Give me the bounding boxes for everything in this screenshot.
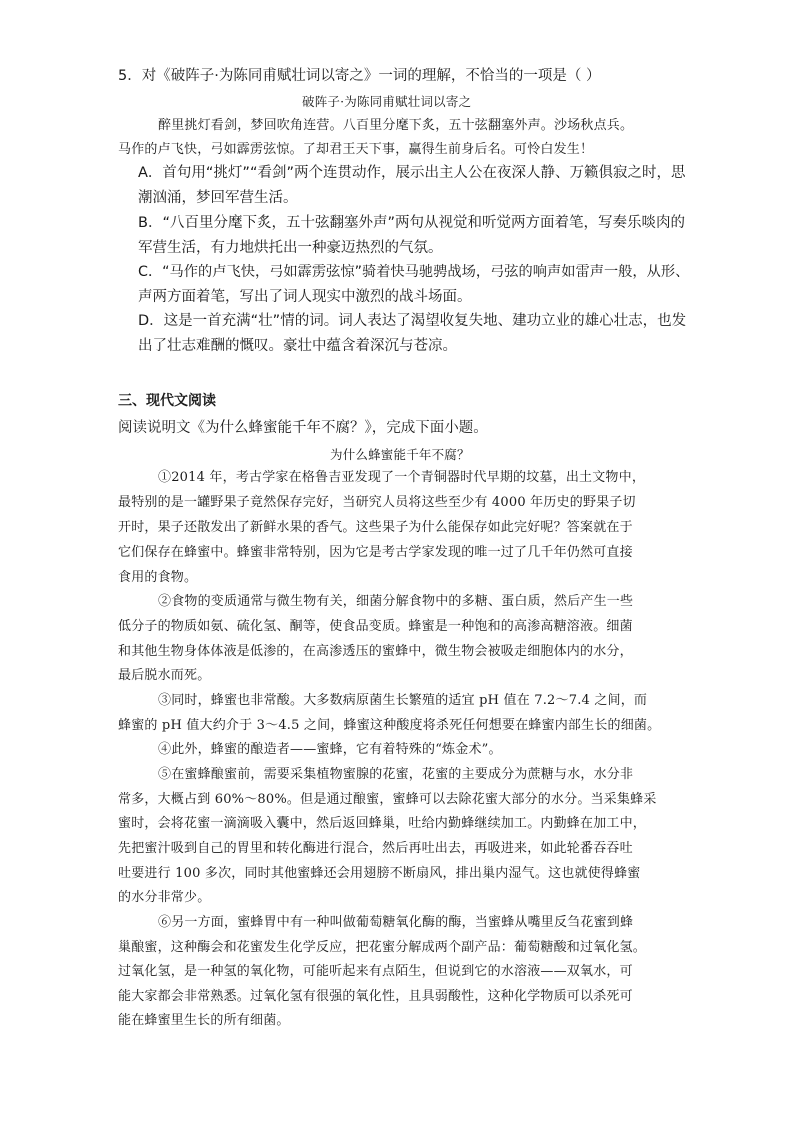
article-line: 最特别的是一罐野果子竟然保存完好，当研究人员将这些至少有 4000 年历史的野果子切 xyxy=(118,495,636,510)
option-b-line-1: B．“八百里分麾下炙，五十弦翻塞外声”两句从视觉和听觉两方面着笔，写奏乐啖肉的 xyxy=(138,215,685,231)
article-line: 它们保存在蜂蜜中。蜂蜜非常特别，因为它是考古学家发现的唯一过了几千年仍然可直接 xyxy=(118,545,633,560)
article-line: 巢酿蜜，这种酶会和花蜜发生化学反应，把花蜜分解成两个副产品：葡萄糖酸和过氧化氢。 xyxy=(118,940,647,955)
article-line: 食用的食物。 xyxy=(118,570,198,585)
article-line: 能大家都会非常熟悉。过氧化氢有很强的氧化性，且具弱酸性，这种化学物质可以杀死可 xyxy=(118,989,633,1004)
article-line: ⑥另一方面，蜜蜂胃中有一种叫做葡萄糖氧化酶的酶，当蜜蜂从嘴里反刍花蜜到蜂 xyxy=(158,915,634,930)
option-d-line-1: D．这是一首充满“壮”情的词。词人表达了渴望收复失地、建功立业的雄心壮志，也发 xyxy=(138,313,687,329)
article-line: 吐要进行 100 多次，同时其他蜜蜂还会用翅膀不断扇风，排出巢内湿气。这也就使得蜂蜜 xyxy=(118,866,641,881)
option-c-line-2: 声两方面着笔，写出了词人现实中激烈的战斗场面。 xyxy=(138,289,472,305)
poem-line-2: 马作的卢飞快，弓如霹雳弦惊。了却君王天下事，赢得生前身后名。可怜白发生！ xyxy=(118,142,594,157)
question-5-stem: 5．对《破阵子·为陈同甫赋壮词以寄之》一词的理解，不恰当的一项是（ ） xyxy=(118,68,601,84)
article-line: ②食物的变质通常与微生物有关，细菌分解食物中的多糖、蛋白质，然后产生一些 xyxy=(158,594,634,609)
article-line: ④此外，蜂蜜的酿造者——蜜蜂，它有着特殊的“炼金术”。 xyxy=(158,742,502,757)
article-line: ⑤在蜜蜂酿蜜前，需要采集植物蜜腺的花蜜，花蜜的主要成分为蔗糖与水，水分非 xyxy=(158,767,634,782)
article-line: 先把蜜汁吸到自己的胃里和转化酶进行混合，然后再吐出去，再吸进来，如此轮番吞吞吐 xyxy=(118,841,633,856)
option-b-line-2: 军营生活，有力地烘托出一种豪迈热烈的气氛。 xyxy=(138,240,443,256)
article-line: 蜜时，会将花蜜一滴滴吸入囊中，然后返回蜂巢，吐给内勤蜂继续加工。内勤蜂在加工中， xyxy=(118,816,647,831)
option-a-line-2: 潮汹涌，梦回军营生活。 xyxy=(138,190,298,206)
article-line: 低分子的物质如氨、硫化氢、酮等，使食品变质。蜂蜜是一种饱和的高渗高糖溶液。细菌 xyxy=(118,619,633,634)
article-line: 的水分非常少。 xyxy=(118,890,211,905)
article-line: 能在蜂蜜里生长的所有细菌。 xyxy=(118,1013,290,1028)
poem-line-1: 醉里挑灯看剑，梦回吹角连营。八百里分麾下炙，五十弦翻塞外声。沙场秋点兵。 xyxy=(158,118,634,133)
option-a-line-1: A．首句用“挑灯”“看剑”两个连贯动作，展示出主人公在夜深人静、万籁俱寂之时，思 xyxy=(138,165,686,181)
article-line: 过氧化氢，是一种氢的氧化物，可能听起来有点陌生，但说到它的水溶液——双氧水，可 xyxy=(118,964,633,979)
article-line: 最后脱水而死。 xyxy=(118,668,211,683)
article-line: 开时，果子还散发出了新鲜水果的香气。这些果子为什么能保存如此完好呢？答案就在于 xyxy=(118,520,633,535)
article-title: 为什么蜂蜜能千年不腐？ xyxy=(330,447,470,462)
reading-intro: 阅读说明文《为什么蜂蜜能千年不腐？》，完成下面小题。 xyxy=(118,420,488,436)
article-line: 常多，大概占到 60%～80%。但是通过酿蜜，蜜蜂可以去除花蜜大部分的水分。当采集蜂采 xyxy=(118,792,657,807)
article-line: ①2014 年，考古学家在格鲁吉亚发现了一个青铜器时代早期的坟墓，出土文物中， xyxy=(158,470,646,485)
option-d-line-2: 出了壮志难酬的慨叹。豪壮中蕴含着深沉与苍凉。 xyxy=(138,338,457,354)
article-line: ③同时，蜂蜜也非常酸。大多数病原菌生长繁殖的适宜 pH 值在 7.2～7.4 之间，而 xyxy=(158,693,648,708)
section-heading: 三、现代文阅读 xyxy=(118,393,216,409)
option-c-line-1: C．“马作的卢飞快，弓如霹雳弦惊”骑着快马驰骋战场，弓弦的响声如雷声一般，从形、 xyxy=(138,264,690,280)
poem-title: 破阵子·为陈同甫赋壮词以寄之 xyxy=(302,94,472,109)
article-line: 和其他生物身体体液是低渗的，在高渗透压的蜜蜂中，微生物会被吸走细胞体内的水分， xyxy=(118,644,633,659)
article-line: 蜂蜜的 pH 值大约介于 3～4.5 之间，蜂蜜这种酸度将杀死任何想要在蜂蜜内部生长的细菌。 xyxy=(118,718,661,733)
